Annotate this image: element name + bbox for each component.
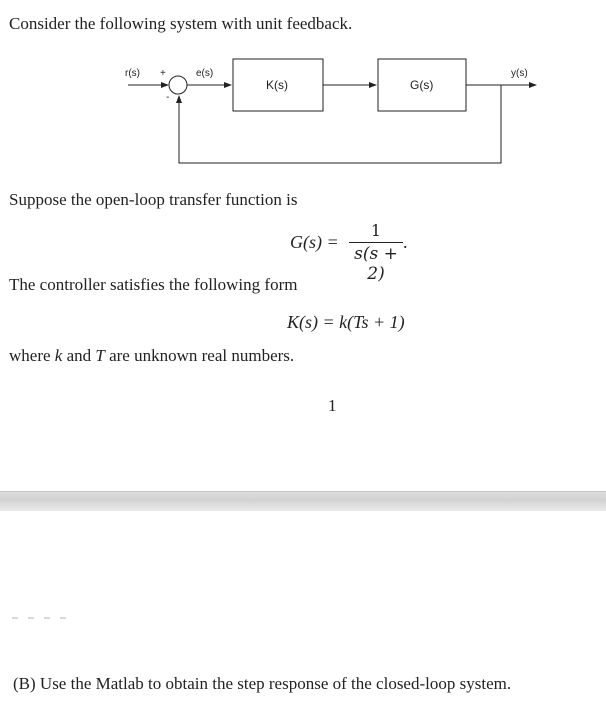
controller-intro: The controller satisfies the following form — [9, 275, 298, 294]
unknowns-and: and — [66, 346, 92, 365]
controller-tf: K(s) = k(Ts + 1) — [287, 312, 405, 332]
plant-tf-lhs-text: G(s) = — [290, 232, 339, 252]
plant-tf-period: . — [403, 232, 408, 252]
plant-label: G(s) — [410, 78, 434, 92]
error-label: e(s) — [196, 68, 214, 79]
faint-marks — [12, 604, 82, 610]
open-loop-intro: Suppose the open-loop transfer function is — [9, 190, 298, 209]
plant-tf-numerator: 1 — [370, 221, 382, 240]
page-number: 1 — [328, 396, 337, 415]
plant-tf-fraction — [349, 221, 403, 284]
plant-tf-denominator: s(s + 2) — [354, 244, 398, 284]
unknown-k: k — [54, 346, 63, 365]
unknown-T: T — [95, 346, 105, 365]
unknowns-sentence — [9, 346, 294, 366]
controller-label: K(s) — [266, 78, 288, 92]
minus-sign: - — [166, 92, 170, 103]
unknowns-prefix: where — [9, 346, 51, 365]
plus-sign: + — [160, 68, 166, 79]
summing-junction — [169, 76, 187, 94]
part-b-text: (B) Use the Matlab to obtain the step response of the closed-loop system. — [13, 674, 512, 693]
unknowns-suffix: are unknown real numbers. — [109, 346, 295, 365]
input-label: r(s) — [125, 68, 140, 79]
fraction-bar — [349, 242, 403, 243]
block-diagram — [0, 0, 606, 180]
plant-tf-lhs — [290, 232, 339, 253]
intro-text: Consider the following system with unit feedback. — [9, 14, 353, 33]
output-label: y(s) — [511, 68, 528, 79]
page-divider — [0, 491, 606, 511]
